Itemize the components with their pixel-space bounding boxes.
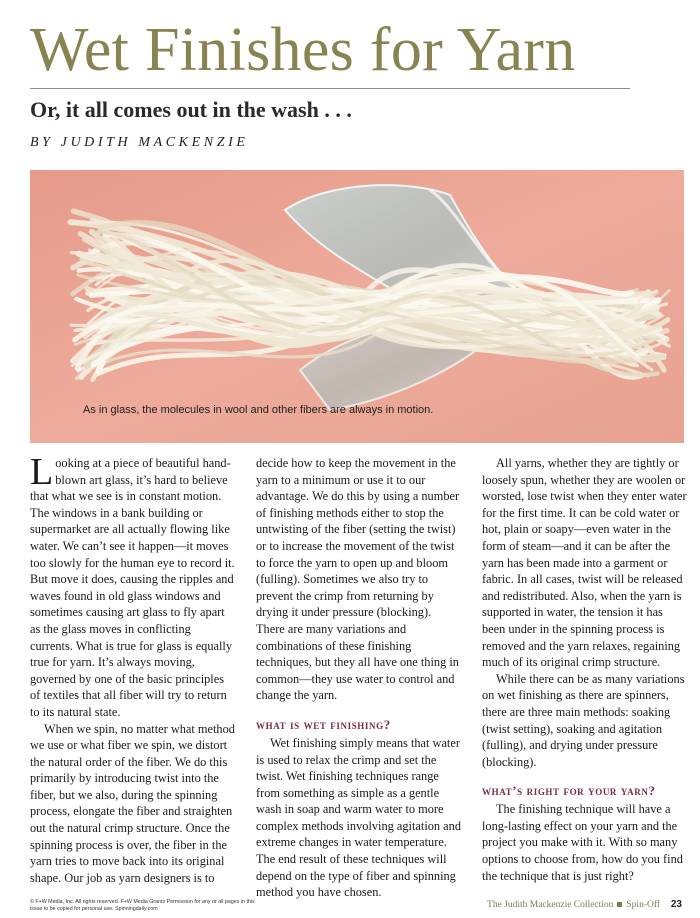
footer-magazine: Spin-Off: [626, 900, 660, 910]
photo-caption: As in glass, the molecules in wool and other fibers are always in motion.: [83, 404, 434, 416]
article-column-3: [482, 455, 688, 884]
page-number: 23: [670, 899, 682, 910]
footer-collection: The Judith Mackenzie Collection: [487, 900, 614, 910]
footer-credit: [487, 900, 660, 910]
article-title: Wet Finishes for Yarn: [30, 16, 576, 84]
paragraph-main-methods: While there can be as many variations on wet finishing as there are spinners, there are three main methods: soaking (twist setting), soaking and agitation (fulling), and drying under pressure (blocking).: [482, 671, 685, 769]
section-heading-right-for-yarn: what’s right for your yarn?: [482, 783, 656, 799]
copyright-notice: © F+W Media, Inc. All rights reserved. F+W Media Grants Permission for any or all pages in this issue to be copied for personal use. Spinningdaily.com: [30, 899, 255, 912]
paragraph-all-yarns: All yarns, whether they are tightly or loosely spun, whether they are woolen or worsted, lose twist when they enter water for the first time. It can be cold water or hot, plain or soapy—even water in the form of steam—and it can be after the yarn has been made into a garment or fabric. In all cases, twist will be released and redistributed. Also, when the yarn is supported in water, the tension it has been under in the spinning process is removed and the yarn relaxes, regaining much of its original crimp structure.: [482, 456, 687, 670]
paragraph-spinning: When we spin, no matter what method we use or what fiber we spin, we distort the natural order of the fiber. We do this primarily by introducing twist into the fiber, but we also, during the spinning process, elongate the fiber and straighten out the natural crimp structure. Once the spinning process is over, the fiber in the yarn tries to move back into its original shape. Our job as yarn designers is to: [30, 721, 235, 885]
article-subtitle: Or, it all comes out in the wash . . .: [30, 97, 352, 122]
article-column-1: [30, 451, 236, 886]
author-byline: BY JUDITH MACKENZIE: [30, 135, 249, 150]
intro-paragraph-text: ooking at a piece of beautiful hand-blown art glass, it’s hard to believe that what we see is in constant motion. The windows in a bank building or supermarket are all actually flowing like water. We can’t see it happen—it moves too slowly for the human eye to record it. But move it does, causing the ripples and waves found in old glass windows and sometimes causing art glass to fly apart as the glass moves in conflicting currents. What is true for glass is equally true for yarn. It’s always moving, governed by one of the basic principles of textiles that all fiber will try to return to its natural state.: [30, 456, 235, 719]
title-divider: [30, 88, 630, 89]
footer-square-bullet-icon: [617, 902, 622, 907]
intro-paragraph: [30, 451, 236, 721]
article-column-2: [256, 455, 462, 901]
paragraph-wet-finishing: Wet finishing simply means that water is used to relax the crimp and set the twist. Wet finishing techniques range from something as simple as a gentle wash in soap and warm water to more complex methods involving agitation and extreme changes in water temperature. The end result of these techniques will depend on the type of fiber and spinning method you have chosen.: [256, 735, 462, 900]
section-heading-wet-finishing: what is wet finishing?: [256, 716, 391, 732]
paragraph-finishing-technique: The finishing technique will have a long-lasting effect on your yarn and the project you make with it. With so many options to choose from, how do you find the technique that is just right?: [482, 802, 683, 883]
drop-cap: L: [30, 451, 54, 493]
paragraph-spinning-continued: decide how to keep the movement in the yarn to a minimum or use it to our advantage. We do this by using a number of finishing methods either to stop the untwisting of the fiber (setting the twist) or to increase the movement of the twist to force the yarn to open up and bloom (fulling). Sometimes we also try to prevent the crimp from returning by drying it under pressure (blocking). There are many variations and combinations of these finishing techniques, but they all have one thing in common—they use water to control and change the yarn.: [256, 456, 460, 703]
yarn-photo: [30, 170, 684, 443]
yarn-skein-illustration: [30, 170, 684, 443]
